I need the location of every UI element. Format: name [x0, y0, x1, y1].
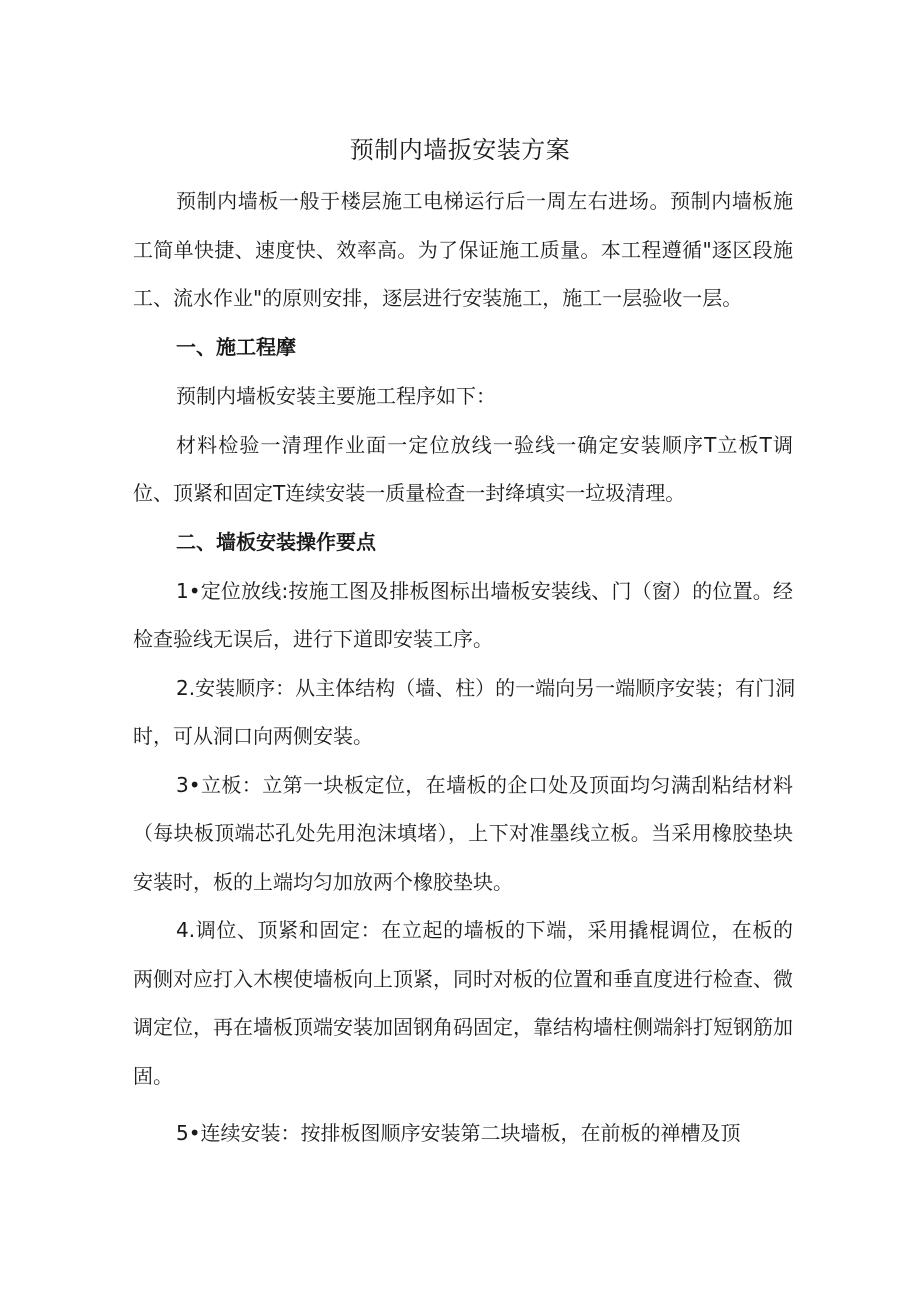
intro-line-3: 工、流水作业"的原则安排，逐层进行安装施工，施工一层验收一层。 — [133, 286, 743, 310]
intro-line-2: 工简单快捷、速度快、效率高。为了保证施工质量。本工程遵循"逐区段施 — [133, 238, 793, 262]
point-3-line-1: 3•立板：立第一块板定位，在墙板的企口处及顶面均匀满刮粘结材料 — [176, 773, 793, 797]
point-3-line-3: 安装时，板的上端均匀加放两个橡胶垫块。 — [133, 870, 513, 894]
document-title: 预制内墙扳安装方案 — [349, 136, 571, 164]
section-heading-1: 一、施工程摩 — [176, 335, 296, 359]
point-4-line-2: 两侧对应打入木楔使墙板向上顶紧，同时对板的位置和垂直度进行检查、微 — [133, 967, 793, 991]
section1-flow-line-1: 材料检验一清理作业面一定位放线一验线一确定安装顺序T立板T调 — [176, 433, 793, 457]
point-1-line-1: 1•定位放线:按施工图及排板图标出墙板安装线、门（窗）的位置。经 — [176, 579, 793, 603]
point-1-line-2: 检查验线无误后，进行下道即安装工序。 — [133, 627, 493, 651]
section-heading-2: 二、墙板安装操作要点 — [176, 530, 376, 554]
point-4-line-3: 调定位，再在墙板顶端安装加固钢角码固定，靠结构墙柱侧端斜打短钢筋加 — [133, 1015, 793, 1039]
point-5-line-1: 5•连续安装：按排板图顺序安装第二块墙板，在前板的禅槽及顶 — [176, 1121, 741, 1145]
point-2-line-1: 2.安装顺序：从主体结构（墙、柱）的一端向另一端顺序安装；有门洞 — [176, 676, 796, 700]
section1-lead: 预制内墙板安装主要施工程序如下： — [176, 384, 496, 408]
intro-line-1: 预制内墙板一般于楼层施工电梯运行后一周左右进场。预制内墙板施 — [176, 189, 793, 213]
point-4-line-1: 4.调位、顶紧和固定：在立起的墙板的下端，采用撬棍调位，在板的 — [176, 918, 793, 942]
point-4-line-4: 固。 — [133, 1064, 173, 1088]
point-3-line-2: （每块板顶端芯孔处先用泡沫填堵），上下对准墨线立板。当采用橡胶垫块 — [133, 821, 793, 845]
section1-flow-line-2: 位、顶紧和固定T连续安装一质量检查一封绛填实一垃圾清理。 — [133, 481, 686, 505]
point-2-line-2: 时，可从洞口向两侧安装。 — [133, 724, 373, 748]
